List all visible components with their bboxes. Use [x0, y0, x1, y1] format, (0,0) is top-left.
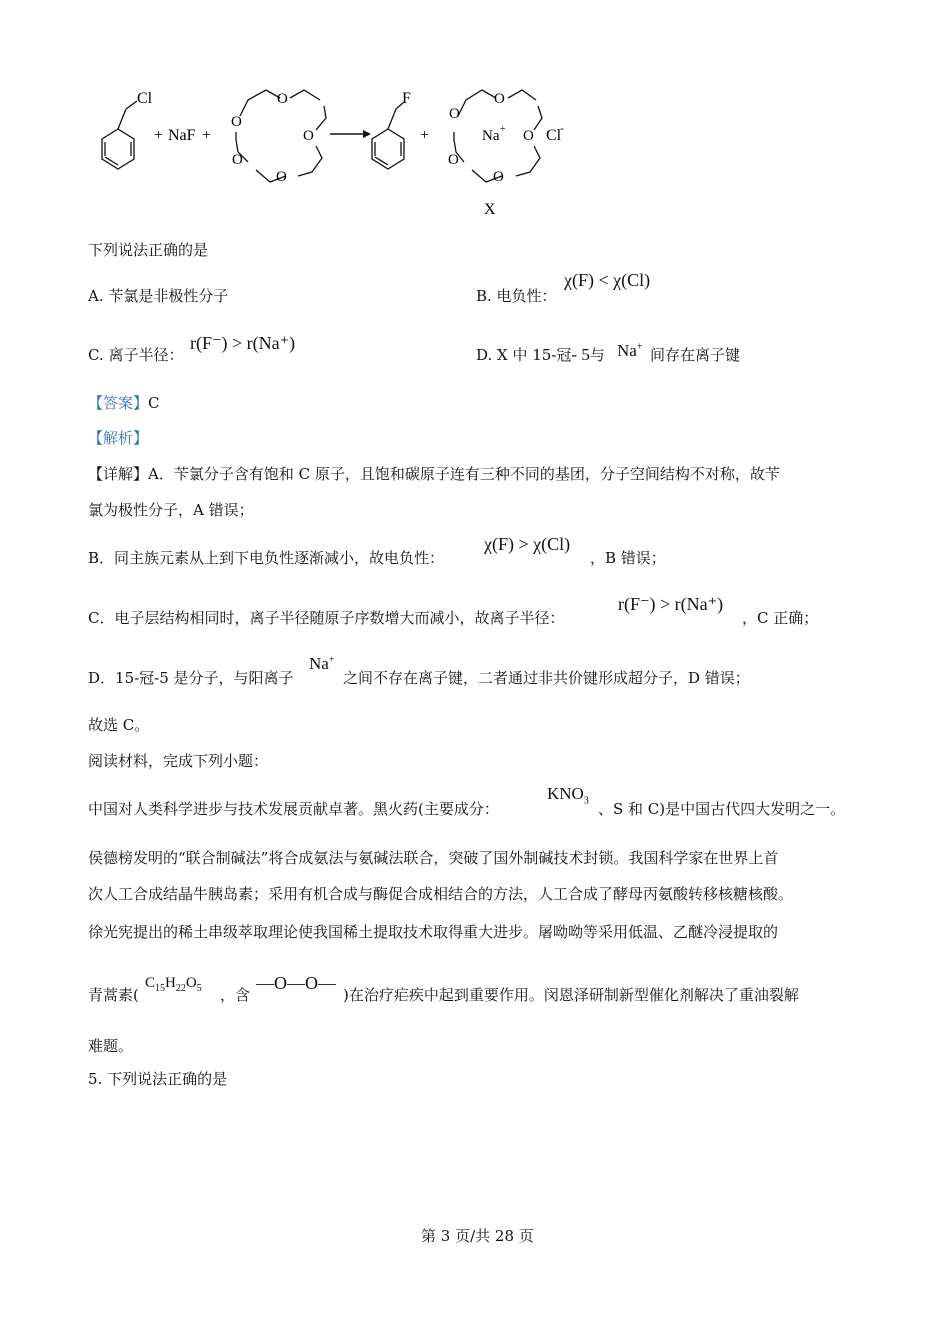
option-d — [476, 345, 605, 365]
sodium-cation: Na — [482, 128, 500, 144]
product-label-x: X — [484, 201, 496, 218]
reactant-substituent: Cl — [137, 90, 153, 107]
complex-oxygen: O — [449, 106, 460, 122]
reading-p1-formula — [547, 784, 589, 806]
chloride-anion: Cl — [546, 127, 562, 144]
peroxide-group: —O—O— — [256, 973, 336, 993]
reading-intro: 阅读材料，完成下列小题： — [88, 752, 269, 770]
crown-oxygen: O — [276, 169, 287, 185]
analysis-a-line1 — [88, 464, 780, 484]
option-d-mid2: 与 — [589, 346, 605, 364]
option-d-ion — [617, 341, 642, 361]
chloride-charge: - — [560, 121, 564, 135]
reading-p3: 次人工合成结晶牛胰岛素；采用有机合成与酶促合成相结合的方法，人工合成了酵母丙氨酸转移核糖核酸。 — [88, 885, 794, 903]
analysis-b-suffix: ，B 错误； — [590, 549, 666, 567]
crown-oxygen: O — [303, 128, 314, 144]
reading-p6: 难题。 — [88, 1037, 134, 1055]
question-5-stem: 5. 下列说法正确的是 — [88, 1070, 228, 1088]
svg-text:C15H22O5: $C_{15}H_{22}O_5$ — [145, 975, 202, 994]
analysis-b-prefix: B．同主族元素从上到下电负性逐渐减小，故电负性： — [88, 549, 445, 567]
analysis-d-prefix: D．15-冠-5 是分子，与阳离子 — [88, 669, 294, 687]
answer-label: 【答案】 — [88, 394, 149, 412]
artemisinin-formula — [145, 970, 221, 998]
analysis-d-ion — [309, 654, 334, 674]
answer-value: C — [148, 394, 160, 412]
crown-oxygen: O — [231, 114, 242, 130]
analysis-d-suffix: 之间不存在离子键，二者通过非共价键形成超分子，D 错误； — [343, 669, 750, 687]
reading-p5-prefix: 青蒿素( — [88, 986, 139, 1004]
analysis-a-line2: 氯为极性分子，A 错误； — [88, 501, 254, 519]
complex-oxygen: O — [493, 169, 504, 185]
analysis-b-math: χ(F) > χ(Cl) — [484, 534, 571, 554]
crown-oxygen: O — [232, 152, 243, 168]
reaction-scheme — [90, 78, 690, 223]
plus-sign-2: + — [202, 127, 212, 144]
analysis-conclusion: 故选 C。 — [88, 716, 150, 734]
kno3-main: KNO — [547, 784, 584, 803]
reaction-arrow — [330, 130, 371, 138]
page-number: 第 3 页/共 28 页 — [421, 1227, 534, 1245]
option-c — [88, 345, 183, 365]
analysis-c-suffix: ，C 正确； — [742, 609, 819, 627]
analysis-label: 【解析】 — [88, 429, 149, 447]
question-stem: 下列说法正确的是 — [88, 241, 209, 259]
analysis-c-prefix: C．电子层结构相同时，离子半径随原子序数增大而减小，故离子半径： — [88, 609, 565, 627]
analysis-a-text1: A．苄氯分子含有饱和 C 原子，且饱和碳原子连有三种不同的基团，分子空间结构不对称，故苄 — [148, 465, 780, 483]
reading-p4: 徐光宪提出的稀土串级萃取理论使我国稀土提取技术取得重大进步。屠呦呦等采用低温、乙醚冷浸提取的 — [88, 923, 779, 941]
reading-p5-suffix: )在治疗疟疾中起到重要作用。闵恩泽研制新型催化剂解决了重油裂解 — [343, 986, 799, 1004]
reading-p5-formula — [145, 970, 221, 1003]
option-d-suffix: 间存在离子键 — [650, 346, 741, 364]
reagent-naf: NaF — [168, 127, 196, 144]
analysis-d-ion-symbol: Na — [309, 654, 329, 673]
analysis-c-math: r(F⁻) > r(Na⁺) — [618, 594, 724, 614]
plus-sign-1: + — [154, 127, 164, 144]
reading-p1-suffix: 、S 和 C)是中国古代四大发明之一。 — [598, 800, 846, 818]
complex-oxygen: O — [448, 152, 459, 168]
analysis-d-ion-charge: + — [328, 654, 335, 666]
option-d-mid: - 5 — [571, 345, 590, 364]
complex-oxygen: O — [523, 128, 534, 144]
option-c-prefix: C. 离子半径： — [88, 346, 184, 364]
product-substituent: F — [402, 90, 411, 107]
option-a: A. 苄氯是非极性分子 — [88, 287, 229, 305]
kno3-sub: 3 — [583, 795, 589, 807]
detail-label: 【详解】 — [88, 465, 149, 483]
option-d-prefix: D. X 中 15-冠 — [476, 346, 572, 364]
option-b-math: χ(F) < χ(Cl) — [564, 270, 651, 290]
reading-p1-prefix: 中国对人类科学进步与技术发展贡献卓著。黑火药(主要成分： — [88, 800, 499, 818]
benzyl-chloride-structure — [102, 101, 137, 169]
complex-oxygen: O — [494, 91, 505, 107]
reading-p2: 侯德榜发明的“联合制碱法”将合成氨法与氨碱法联合，突破了国外制碱技术封锁。我国科学家在世界上首 — [88, 849, 779, 867]
option-c-math: r(F⁻) > r(Na⁺) — [190, 333, 296, 353]
option-b-prefix: B. 电负性： — [476, 287, 557, 305]
crown-oxygen: O — [277, 91, 288, 107]
option-d-ion-charge: + — [636, 341, 643, 353]
answer — [88, 393, 160, 413]
plus-sign-3: + — [420, 127, 430, 144]
option-d-ion-symbol: Na — [617, 341, 637, 360]
sodium-charge: + — [500, 124, 506, 135]
benzyl-fluoride-structure — [372, 102, 404, 169]
option-b — [476, 286, 557, 306]
reading-p5-mid: ，含 — [220, 986, 251, 1004]
